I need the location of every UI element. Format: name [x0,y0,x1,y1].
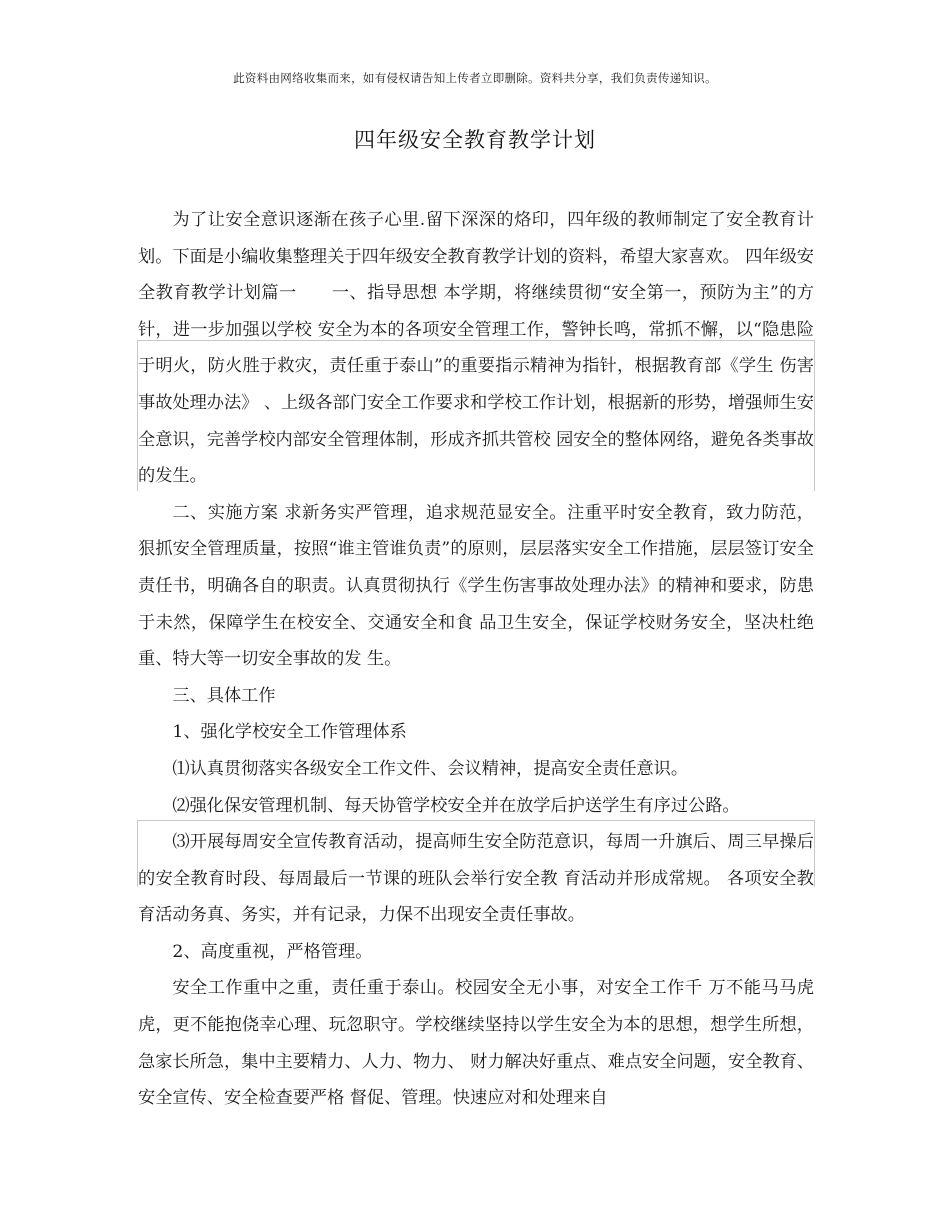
document-body [138,202,814,1117]
heading-specific-work: 三、具体工作 [172,685,276,706]
paragraph-intro: 为了让安全意识逐渐在孩子心里.留下深深的烙印，四年级的教师制定了安全教育计划。下面是小编收集整理关于四年级安全教育教学计划的资料，希望大家喜欢。 四年级安全教育教学计划篇一 一、指导思想 本学期，将继续贯彻“安全第一，预防为主”的方针，进一步加强以学校 安全为本的各项安全管理工作，警钟长鸣，常抓不懈，以“隐患险于明火，防火胜于救灾，责任重于泰山”的重要指示精神为指针，根据教育部《学生 伤害事故处理办法》 、上级各部门安全工作要求和学校工作计划，根据新的形势，增强师生安全意识，完善学校内部安全管理体制，形成齐抓共管校 园安全的整体网络，避免各类事故的发生。 [138,210,814,487]
heading-management-system: 1、强化学校安全工作管理体系 [172,722,407,743]
list-item-3: ⑶开展每周安全宣传教育活动，提高师生安全防范意识，每周一升旗后、周三早操后的安全教育时段、每周最后一节课的班队会举行安全教 育活动并形成常规。 各项安全教育活动务真、务实，并有记录，力保不出现安全责任事故。 [138,832,814,926]
header-disclaimer: 此资料由网络收集而来，如有侵权请告知上传者立即删除。资料共分享，我们负责传递知识。 [233,71,717,85]
paragraph-implementation: 二、实施方案 求新务实严管理，追求规范显安全。注重平时安全教育，致力防范， 狠抓安全管理质量，按照“谁主管谁负责”的原则，层层落实安全工作措施，层层签订安全责任书，明确各自的职责。认真贯彻执行《学生伤害事故处理办法》的精神和要求，防患于未然，保障学生在校安全、交通安全和食 品卫生安全，保证学校财务安全，坚决杜绝重、特大等一切安全事故的发 生。 [138,502,814,670]
paragraph-safety-priority: 安全工作重中之重，责任重于泰山。校园安全无小事，对安全工作千 万不能马马虎虎，更不能抱侥幸心理、玩忽职守。学校继续坚持以学生安全为本的思想，想学生所想，急家长所急，集中主要精力、人力、物力、 财力解决好重点、难点安全问题，安全教育、安全宣传、安全检查要严格 督促、管理。快速应对和处理来自 [138,978,814,1109]
list-item-2: ⑵强化保安管理机制、每天协管学校安全并在放学后护送学生有序过公路。 [172,795,740,816]
list-item-1: ⑴认真贯彻落实各级安全工作文件、会议精神，提高安全责任意识。 [172,758,689,779]
heading-strict-management: 2、高度重视，严格管理。 [172,941,373,962]
page-title: 四年级安全教育教学计划 [354,128,596,152]
